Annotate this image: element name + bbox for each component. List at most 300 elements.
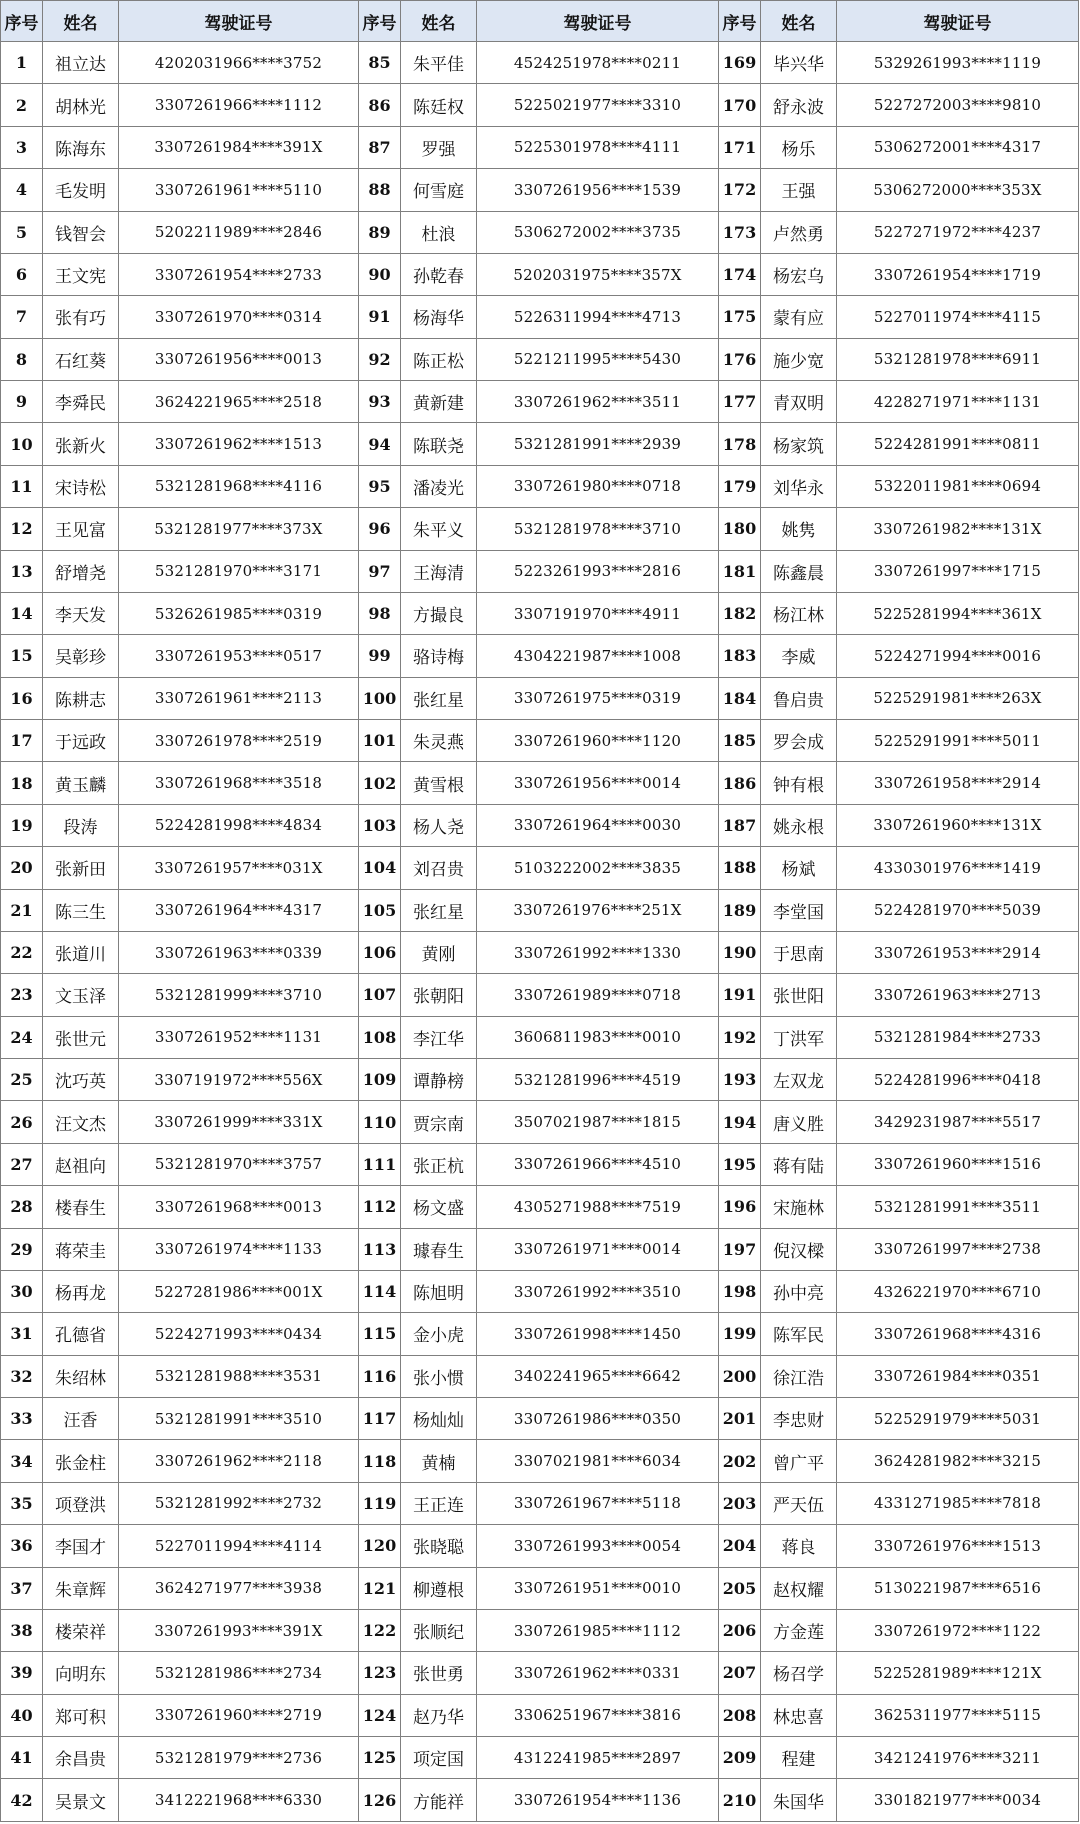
seq-cell: 185	[719, 720, 761, 762]
license-cell: 3307261971****0014	[477, 1228, 719, 1270]
name-cell: 赵权耀	[761, 1567, 837, 1609]
seq-cell: 115	[359, 1313, 401, 1355]
license-cell: 3307261956****0013	[119, 338, 359, 380]
license-cell: 3307261984****391X	[119, 126, 359, 168]
license-cell: 3307261962****2118	[119, 1440, 359, 1482]
name-cell: 李忠财	[761, 1398, 837, 1440]
license-cell: 5225301978****4111	[477, 126, 719, 168]
name-cell: 张有巧	[43, 296, 119, 338]
header-license: 驾驶证号	[477, 1, 719, 42]
seq-cell: 37	[1, 1567, 43, 1609]
header-row	[1, 1, 1079, 42]
table-row	[1, 1652, 1079, 1694]
license-cell: 3307261952****1131	[119, 1016, 359, 1058]
license-cell: 3307191972****556X	[119, 1059, 359, 1101]
license-cell: 5321281970****3171	[119, 550, 359, 592]
name-cell: 杨灿灿	[401, 1398, 477, 1440]
seq-cell: 175	[719, 296, 761, 338]
seq-cell: 30	[1, 1270, 43, 1312]
license-cell: 5321281978****6911	[837, 338, 1079, 380]
license-cell: 4202031966****3752	[119, 42, 359, 84]
name-cell: 段涛	[43, 804, 119, 846]
name-cell: 赵乃华	[401, 1694, 477, 1736]
name-cell: 丁洪军	[761, 1016, 837, 1058]
seq-cell: 93	[359, 381, 401, 423]
seq-cell: 193	[719, 1059, 761, 1101]
table-row	[1, 762, 1079, 804]
license-cell: 5225281994****361X	[837, 592, 1079, 634]
seq-cell: 197	[719, 1228, 761, 1270]
seq-cell: 85	[359, 42, 401, 84]
license-cell: 3307261951****0010	[477, 1567, 719, 1609]
name-cell: 蒋良	[761, 1525, 837, 1567]
table-row	[1, 804, 1079, 846]
seq-cell: 24	[1, 1016, 43, 1058]
name-cell: 张世勇	[401, 1652, 477, 1694]
name-cell: 朱灵燕	[401, 720, 477, 762]
seq-cell: 126	[359, 1779, 401, 1822]
name-cell: 吴彰珍	[43, 635, 119, 677]
name-cell: 严天伍	[761, 1482, 837, 1524]
license-cell: 3307261957****031X	[119, 847, 359, 889]
name-cell: 张正杭	[401, 1143, 477, 1185]
name-cell: 王强	[761, 169, 837, 211]
table-row	[1, 1016, 1079, 1058]
name-cell: 卢然勇	[761, 211, 837, 253]
table-row	[1, 931, 1079, 973]
seq-cell: 9	[1, 381, 43, 423]
license-cell: 3307261993****0054	[477, 1525, 719, 1567]
seq-cell: 91	[359, 296, 401, 338]
license-cell: 5321281977****373X	[119, 508, 359, 550]
seq-cell: 169	[719, 42, 761, 84]
license-cell: 3307261989****0718	[477, 974, 719, 1016]
seq-cell: 35	[1, 1482, 43, 1524]
seq-cell: 203	[719, 1482, 761, 1524]
seq-cell: 99	[359, 635, 401, 677]
license-cell: 3307261975****0319	[477, 677, 719, 719]
license-cell: 5225021977****3310	[477, 84, 719, 126]
name-cell: 杨宏乌	[761, 253, 837, 295]
license-cell: 3307261997****1715	[837, 550, 1079, 592]
name-cell: 陈联尧	[401, 423, 477, 465]
license-cell: 3307261992****3510	[477, 1270, 719, 1312]
name-cell: 陈海东	[43, 126, 119, 168]
seq-cell: 181	[719, 550, 761, 592]
table-row	[1, 42, 1079, 84]
license-cell: 5227272003****9810	[837, 84, 1079, 126]
license-cell: 3307261978****2519	[119, 720, 359, 762]
table-row	[1, 1737, 1079, 1779]
header-name: 姓名	[43, 1, 119, 42]
name-cell: 张红星	[401, 889, 477, 931]
seq-cell: 5	[1, 211, 43, 253]
license-cell: 3307261960****2719	[119, 1694, 359, 1736]
seq-cell: 103	[359, 804, 401, 846]
seq-cell: 111	[359, 1143, 401, 1185]
license-cell: 3307261953****0517	[119, 635, 359, 677]
table-row	[1, 1186, 1079, 1228]
name-cell: 李天发	[43, 592, 119, 634]
license-cell: 5226311994****4713	[477, 296, 719, 338]
name-cell: 朱平佳	[401, 42, 477, 84]
seq-cell: 108	[359, 1016, 401, 1058]
name-cell: 潘凌光	[401, 465, 477, 507]
license-cell: 4312241985****2897	[477, 1737, 719, 1779]
seq-cell: 183	[719, 635, 761, 677]
table-row	[1, 1228, 1079, 1270]
license-cell: 3307261960****131X	[837, 804, 1079, 846]
name-cell: 黄雪根	[401, 762, 477, 804]
seq-cell: 33	[1, 1398, 43, 1440]
seq-cell: 16	[1, 677, 43, 719]
license-cell: 3624221965****2518	[119, 381, 359, 423]
seq-cell: 112	[359, 1186, 401, 1228]
name-cell: 胡林光	[43, 84, 119, 126]
name-cell: 张新田	[43, 847, 119, 889]
name-cell: 张小惯	[401, 1355, 477, 1397]
name-cell: 李堂国	[761, 889, 837, 931]
header-name: 姓名	[761, 1, 837, 42]
name-cell: 杨人尧	[401, 804, 477, 846]
name-cell: 赵祖向	[43, 1143, 119, 1185]
license-cell: 3307261962****3511	[477, 381, 719, 423]
license-cell: 3402241965****6642	[477, 1355, 719, 1397]
license-cell: 4326221970****6710	[837, 1270, 1079, 1312]
license-cell: 3307261963****2713	[837, 974, 1079, 1016]
seq-cell: 210	[719, 1779, 761, 1822]
license-cell: 5224281970****5039	[837, 889, 1079, 931]
seq-cell: 124	[359, 1694, 401, 1736]
license-cell: 3624271977****3938	[119, 1567, 359, 1609]
name-cell: 蒋有陆	[761, 1143, 837, 1185]
name-cell: 楼春生	[43, 1186, 119, 1228]
license-cell: 5223261993****2816	[477, 550, 719, 592]
seq-cell: 98	[359, 592, 401, 634]
name-cell: 李威	[761, 635, 837, 677]
license-cell: 3301821977****0034	[837, 1779, 1079, 1822]
header-seq: 序号	[1, 1, 43, 42]
seq-cell: 95	[359, 465, 401, 507]
name-cell: 祖立达	[43, 42, 119, 84]
name-cell: 黄玉麟	[43, 762, 119, 804]
license-cell: 3307261967****5118	[477, 1482, 719, 1524]
license-cell: 5321281970****3757	[119, 1143, 359, 1185]
seq-cell: 186	[719, 762, 761, 804]
seq-cell: 100	[359, 677, 401, 719]
table-row	[1, 465, 1079, 507]
name-cell: 杨文盛	[401, 1186, 477, 1228]
license-cell: 5103222002****3835	[477, 847, 719, 889]
name-cell: 张朝阳	[401, 974, 477, 1016]
name-cell: 李舜民	[43, 381, 119, 423]
header-license: 驾驶证号	[837, 1, 1079, 42]
seq-cell: 191	[719, 974, 761, 1016]
license-cell: 3429231987****5517	[837, 1101, 1079, 1143]
name-cell: 文玉泽	[43, 974, 119, 1016]
seq-cell: 172	[719, 169, 761, 211]
license-cell: 5321281984****2733	[837, 1016, 1079, 1058]
seq-cell: 102	[359, 762, 401, 804]
license-cell: 4524251978****0211	[477, 42, 719, 84]
license-cell: 3307261980****0718	[477, 465, 719, 507]
license-cell: 3307261997****2738	[837, 1228, 1079, 1270]
name-cell: 朱绍林	[43, 1355, 119, 1397]
license-cell: 5321281988****3531	[119, 1355, 359, 1397]
name-cell: 方能祥	[401, 1779, 477, 1822]
table-row	[1, 126, 1079, 168]
license-cell: 5202211989****2846	[119, 211, 359, 253]
seq-cell: 106	[359, 931, 401, 973]
license-cell: 5306272002****3735	[477, 211, 719, 253]
seq-cell: 195	[719, 1143, 761, 1185]
seq-cell: 123	[359, 1652, 401, 1694]
header-name: 姓名	[401, 1, 477, 42]
name-cell: 于远政	[43, 720, 119, 762]
seq-cell: 174	[719, 253, 761, 295]
table-row	[1, 1482, 1079, 1524]
seq-cell: 198	[719, 1270, 761, 1312]
license-cell: 5221211995****5430	[477, 338, 719, 380]
name-cell: 毛发明	[43, 169, 119, 211]
seq-cell: 21	[1, 889, 43, 931]
name-cell: 唐义胜	[761, 1101, 837, 1143]
name-cell: 沈巧英	[43, 1059, 119, 1101]
seq-cell: 201	[719, 1398, 761, 1440]
seq-cell: 176	[719, 338, 761, 380]
name-cell: 张红星	[401, 677, 477, 719]
license-cell: 5329261993****1119	[837, 42, 1079, 84]
seq-cell: 14	[1, 592, 43, 634]
seq-cell: 18	[1, 762, 43, 804]
seq-cell: 105	[359, 889, 401, 931]
seq-cell: 1	[1, 42, 43, 84]
seq-cell: 189	[719, 889, 761, 931]
seq-cell: 29	[1, 1228, 43, 1270]
name-cell: 林忠喜	[761, 1694, 837, 1736]
seq-cell: 3	[1, 126, 43, 168]
license-cell: 5224281996****0418	[837, 1059, 1079, 1101]
name-cell: 郑可积	[43, 1694, 119, 1736]
seq-cell: 125	[359, 1737, 401, 1779]
table-row	[1, 889, 1079, 931]
seq-cell: 11	[1, 465, 43, 507]
name-cell: 朱国华	[761, 1779, 837, 1822]
license-cell: 3307261961****5110	[119, 169, 359, 211]
table-row	[1, 847, 1079, 889]
table-row	[1, 1059, 1079, 1101]
seq-cell: 97	[359, 550, 401, 592]
license-cell: 3307261954****1719	[837, 253, 1079, 295]
name-cell: 陈正松	[401, 338, 477, 380]
license-cell: 3507021987****1815	[477, 1101, 719, 1143]
name-cell: 施少宽	[761, 338, 837, 380]
seq-cell: 101	[359, 720, 401, 762]
license-cell: 3625311977****5115	[837, 1694, 1079, 1736]
name-cell: 柳遵根	[401, 1567, 477, 1609]
seq-cell: 184	[719, 677, 761, 719]
seq-cell: 194	[719, 1101, 761, 1143]
table-row	[1, 1609, 1079, 1651]
seq-cell: 25	[1, 1059, 43, 1101]
license-cell: 5224271994****0016	[837, 635, 1079, 677]
table-row	[1, 169, 1079, 211]
name-cell: 张晓聪	[401, 1525, 477, 1567]
license-cell: 5321281999****3710	[119, 974, 359, 1016]
name-cell: 罗会成	[761, 720, 837, 762]
license-cell: 3307261966****4510	[477, 1143, 719, 1185]
name-cell: 何雪庭	[401, 169, 477, 211]
seq-cell: 113	[359, 1228, 401, 1270]
license-cell: 3307261956****0014	[477, 762, 719, 804]
license-cell: 5321281986****2734	[119, 1652, 359, 1694]
name-cell: 蒙有应	[761, 296, 837, 338]
header-seq: 序号	[719, 1, 761, 42]
name-cell: 孙乾春	[401, 253, 477, 295]
name-cell: 陈耕志	[43, 677, 119, 719]
seq-cell: 8	[1, 338, 43, 380]
seq-cell: 208	[719, 1694, 761, 1736]
license-cell: 3412221968****6330	[119, 1779, 359, 1822]
name-cell: 杨江林	[761, 592, 837, 634]
name-cell: 毕兴华	[761, 42, 837, 84]
name-cell: 陈鑫晨	[761, 550, 837, 592]
license-cell: 5227011994****4114	[119, 1525, 359, 1567]
license-cell: 3307261962****0331	[477, 1652, 719, 1694]
license-cell: 3307261953****2914	[837, 931, 1079, 973]
license-cell: 3307261972****1122	[837, 1609, 1079, 1651]
license-cell: 4330301976****1419	[837, 847, 1079, 889]
license-cell: 3307261964****4317	[119, 889, 359, 931]
license-cell: 4228271971****1131	[837, 381, 1079, 423]
seq-cell: 121	[359, 1567, 401, 1609]
license-cell: 3307261982****131X	[837, 508, 1079, 550]
seq-cell: 120	[359, 1525, 401, 1567]
seq-cell: 209	[719, 1737, 761, 1779]
seq-cell: 94	[359, 423, 401, 465]
seq-cell: 190	[719, 931, 761, 973]
name-cell: 孙中亮	[761, 1270, 837, 1312]
license-cell: 3307261968****3518	[119, 762, 359, 804]
seq-cell: 204	[719, 1525, 761, 1567]
seq-cell: 86	[359, 84, 401, 126]
table-row	[1, 1779, 1079, 1822]
seq-cell: 13	[1, 550, 43, 592]
name-cell: 倪汉樑	[761, 1228, 837, 1270]
license-cell: 3307261960****1516	[837, 1143, 1079, 1185]
license-cell: 3307261985****1112	[477, 1609, 719, 1651]
table-row	[1, 211, 1079, 253]
seq-cell: 32	[1, 1355, 43, 1397]
seq-cell: 188	[719, 847, 761, 889]
name-cell: 刘召贵	[401, 847, 477, 889]
name-cell: 舒永波	[761, 84, 837, 126]
name-cell: 骆诗梅	[401, 635, 477, 677]
table-row	[1, 974, 1079, 1016]
name-cell: 左双龙	[761, 1059, 837, 1101]
license-cell: 5321281979****2736	[119, 1737, 359, 1779]
name-cell: 杨海华	[401, 296, 477, 338]
name-cell: 石红葵	[43, 338, 119, 380]
seq-cell: 200	[719, 1355, 761, 1397]
seq-cell: 27	[1, 1143, 43, 1185]
license-cell: 4305271988****7519	[477, 1186, 719, 1228]
seq-cell: 114	[359, 1270, 401, 1312]
seq-cell: 118	[359, 1440, 401, 1482]
name-cell: 杜浪	[401, 211, 477, 253]
seq-cell: 19	[1, 804, 43, 846]
license-cell: 3307261974****1133	[119, 1228, 359, 1270]
name-cell: 王见富	[43, 508, 119, 550]
header-license: 驾驶证号	[119, 1, 359, 42]
table-row	[1, 381, 1079, 423]
license-cell: 5321281996****4519	[477, 1059, 719, 1101]
table-row	[1, 508, 1079, 550]
license-cell: 3307261968****4316	[837, 1313, 1079, 1355]
seq-cell: 4	[1, 169, 43, 211]
table-row	[1, 1525, 1079, 1567]
license-cell: 3307261970****0314	[119, 296, 359, 338]
table-row	[1, 296, 1079, 338]
name-cell: 罗强	[401, 126, 477, 168]
license-cell: 3307261966****1112	[119, 84, 359, 126]
seq-cell: 196	[719, 1186, 761, 1228]
seq-cell: 199	[719, 1313, 761, 1355]
license-cell: 5227281986****001X	[119, 1270, 359, 1312]
seq-cell: 90	[359, 253, 401, 295]
name-cell: 朱章辉	[43, 1567, 119, 1609]
name-cell: 曾广平	[761, 1440, 837, 1482]
license-cell: 4331271985****7818	[837, 1482, 1079, 1524]
seq-cell: 207	[719, 1652, 761, 1694]
license-cell: 3307261986****0350	[477, 1398, 719, 1440]
license-cell: 5227011974****4115	[837, 296, 1079, 338]
table-row	[1, 1440, 1079, 1482]
seq-cell: 39	[1, 1652, 43, 1694]
name-cell: 项登洪	[43, 1482, 119, 1524]
table-row	[1, 1313, 1079, 1355]
license-cell: 5225291979****5031	[837, 1398, 1079, 1440]
seq-cell: 116	[359, 1355, 401, 1397]
table-row	[1, 1270, 1079, 1312]
name-cell: 李江华	[401, 1016, 477, 1058]
license-cell: 5225291981****263X	[837, 677, 1079, 719]
name-cell: 张世元	[43, 1016, 119, 1058]
name-cell: 方金莲	[761, 1609, 837, 1651]
seq-cell: 202	[719, 1440, 761, 1482]
name-cell: 程建	[761, 1737, 837, 1779]
license-cell: 5224271993****0434	[119, 1313, 359, 1355]
seq-cell: 87	[359, 126, 401, 168]
name-cell: 钟有根	[761, 762, 837, 804]
seq-cell: 170	[719, 84, 761, 126]
seq-cell: 89	[359, 211, 401, 253]
seq-cell: 119	[359, 1482, 401, 1524]
seq-cell: 171	[719, 126, 761, 168]
seq-cell: 28	[1, 1186, 43, 1228]
table-row	[1, 1567, 1079, 1609]
seq-cell: 7	[1, 296, 43, 338]
name-cell: 杨再龙	[43, 1270, 119, 1312]
seq-cell: 192	[719, 1016, 761, 1058]
seq-cell: 17	[1, 720, 43, 762]
name-cell: 方撮良	[401, 592, 477, 634]
license-cell: 3307261954****1136	[477, 1779, 719, 1822]
name-cell: 汪文杰	[43, 1101, 119, 1143]
seq-cell: 107	[359, 974, 401, 1016]
license-cell: 3307261999****331X	[119, 1101, 359, 1143]
name-cell: 宋诗松	[43, 465, 119, 507]
